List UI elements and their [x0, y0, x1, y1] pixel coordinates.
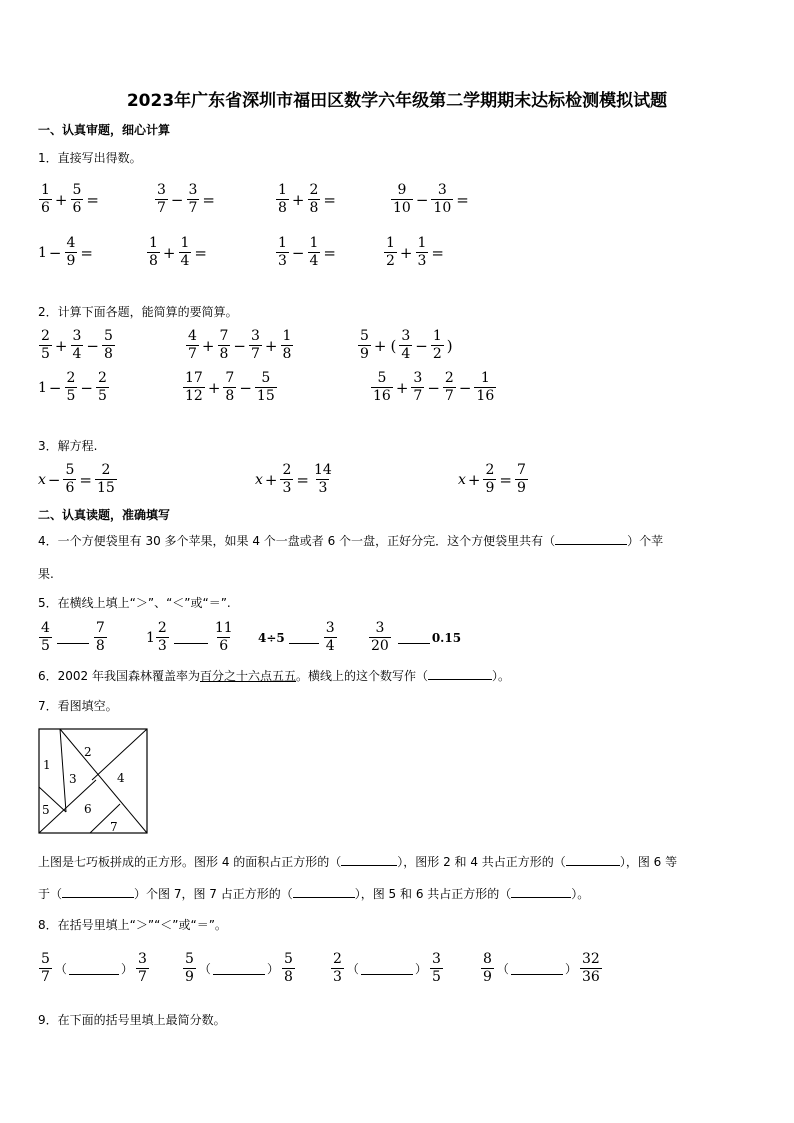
q5-compare-b: 1 $\frac{2}{3}$ $\frac{11}{6}$: [146, 620, 233, 654]
q1-expr-a: $\frac{1}{6}$ + $\frac{5}{6}$ =: [41, 182, 99, 216]
fraction: $\frac{7}{8}$: [95, 620, 105, 654]
answer-blank[interactable]: [57, 631, 89, 644]
fraction: $\frac{1}{4}$: [180, 235, 190, 269]
q1-expr-f: $\frac{1}{8}$ + $\frac{1}{4}$ =: [149, 235, 207, 269]
q2-expr-f: $\frac{5}{16}$ + $\frac{3}{7}$ − $\frac{2}{7}$ − $\frac{1}{16}$: [373, 370, 495, 404]
fraction: $\frac{3}{5}$: [431, 951, 441, 985]
q3-equation-c: x + $\frac{2}{9}$ = $\frac{7}{9}$: [458, 462, 526, 496]
fraction: $\frac{5}{8}$: [104, 328, 113, 362]
q5-compare-a: [38, 620, 108, 655]
section-2-heading: 二、认真读题，准确填写: [38, 508, 171, 522]
fraction: $\frac{2}{15}$: [96, 462, 115, 496]
fraction: $\frac{7}{8}$: [225, 370, 235, 404]
fraction: $\frac{1}{16}$: [476, 370, 495, 404]
fraction: $\frac{2}{3}$: [157, 620, 167, 654]
answer-blank[interactable]: [293, 885, 355, 898]
piece-label-6: 6: [84, 802, 92, 816]
fraction: $\frac{5}{6}$: [65, 462, 75, 496]
q8-compare-d: $\frac{8}{9}$ （ ） $\frac{32}{36}$: [483, 951, 600, 985]
q5-compare-d: $\frac{3}{20}$ 0.15: [371, 620, 462, 654]
fraction: $\frac{2}{3}$: [282, 462, 292, 496]
fraction: $\frac{3}{7}$: [188, 182, 198, 216]
fraction: $\frac{3}{7}$: [413, 370, 423, 404]
piece-label-1: 1: [43, 758, 51, 772]
underlined-term: 百分之十六点五五: [200, 669, 297, 683]
fraction: $\frac{7}{9}$: [516, 462, 526, 496]
answer-blank[interactable]: [341, 853, 397, 866]
fraction: $\frac{5}{7}$: [41, 951, 50, 985]
q2-expr-a: $\frac{2}{5}$ + $\frac{3}{4}$ − $\frac{5}{8}$: [41, 328, 113, 362]
q8-compare-b: $\frac{5}{9}$ （ ） $\frac{5}{8}$: [185, 951, 293, 985]
fraction: $\frac{1}{8}$: [282, 328, 292, 362]
q7-line-2: 于（ ）个图 7，图 7 占正方形的（ ），图 5 和 6 共占正方形的（ ）。: [38, 887, 590, 901]
fraction: $\frac{1}{3}$: [278, 235, 287, 269]
q1-expr-e: 1 − $\frac{4}{9}$ =: [38, 235, 93, 269]
answer-blank[interactable]: [428, 667, 492, 680]
page-title: 2023年广东省深圳市福田区数学六年级第二学期期末达标检测模拟试题: [126, 91, 668, 111]
fraction: $\frac{3}{4}$: [325, 620, 335, 654]
fraction: $\frac{5}{9}$: [185, 951, 194, 985]
fraction: $\frac{2}{7}$: [444, 370, 454, 404]
fraction: $\frac{7}{8}$: [219, 328, 229, 362]
piece-label-7: 7: [110, 820, 118, 834]
fraction: $\frac{3}{4}$: [401, 328, 411, 362]
q3-equation-b: x + $\frac{2}{3}$ = $\frac{14}{3}$: [255, 462, 332, 496]
q8-compare-a: $\frac{5}{7}$ （ ） $\frac{3}{7}$: [41, 951, 147, 985]
q7-label: 7．看图填空。: [38, 699, 118, 713]
fraction: $\frac{5}{9}$: [360, 328, 369, 362]
answer-blank[interactable]: [213, 962, 265, 975]
q2-expr-b: $\frac{4}{7}$ + $\frac{7}{8}$ − $\frac{3}{7}$ + $\frac{1}{8}$: [188, 328, 292, 362]
q1-expr-h: $\frac{1}{2}$ + $\frac{1}{3}$ =: [386, 235, 444, 269]
fraction: $\frac{4}{7}$: [188, 328, 197, 362]
q2-label: 2．计算下面各题，能简算的要简算。: [38, 305, 238, 319]
piece-label-3: 3: [69, 772, 77, 786]
q1-expr-b: $\frac{3}{7}$ − $\frac{3}{7}$ =: [157, 182, 215, 216]
fraction: $\frac{1}{6}$: [41, 182, 50, 216]
q5-label: 5．在横线上填上“＞”、“＜”或“＝”.: [38, 596, 231, 610]
q4-line-2: 果.: [38, 567, 54, 581]
fraction: $\frac{8}{9}$: [483, 951, 492, 985]
q9-label: 9．在下面的括号里填上最简分数。: [38, 1013, 226, 1027]
fraction: $\frac{3}{7}$: [137, 951, 147, 985]
q8-compare-c: $\frac{2}{3}$ （ ） $\frac{3}{5}$: [333, 951, 441, 985]
answer-blank[interactable]: [566, 853, 620, 866]
fraction: $\frac{3}{7}$: [251, 328, 260, 362]
fraction: $\frac{1}{3}$: [417, 235, 427, 269]
piece-label-4: 4: [117, 771, 125, 785]
fraction: $\frac{2}{5}$: [98, 370, 107, 404]
fraction: $\frac{2}{3}$: [333, 951, 342, 985]
q5-compare-c: 4÷5 $\frac{3}{4}$: [258, 620, 335, 654]
fraction: $\frac{2}{5}$: [66, 370, 76, 404]
fraction: $\frac{5}{8}$: [283, 951, 293, 985]
q1-expr-d: $\frac{9}{10}$ − $\frac{3}{10}$ =: [393, 182, 469, 216]
fraction: $\frac{4}{9}$: [66, 235, 76, 269]
q4-line-1: 4．一个方便袋里有 30 多个苹果，如果 4 个一盘或者 6 个一盘，正好分完．这个方便袋里共有（ ）个苹: [38, 534, 664, 548]
q3-equation-a: x − $\frac{5}{6}$ = $\frac{2}{15}$: [38, 462, 115, 496]
piece-label-2: 2: [84, 745, 92, 759]
fraction: $\frac{4}{5}$: [41, 620, 50, 654]
q3-label: 3．解方程.: [38, 439, 98, 453]
q2-expr-d: 1 − $\frac{2}{5}$ − $\frac{2}{5}$: [38, 370, 107, 404]
answer-blank[interactable]: [62, 885, 134, 898]
fraction: $\frac{1}{4}$: [309, 235, 319, 269]
fraction: $\frac{2}{8}$: [309, 182, 319, 216]
fraction: $\frac{32}{36}$: [581, 951, 600, 985]
fraction: $\frac{17}{12}$: [185, 370, 203, 404]
fraction: $\frac{5}{16}$: [373, 370, 391, 404]
fraction: $\frac{14}{3}$: [313, 462, 332, 496]
fraction: $\frac{2}{5}$: [41, 328, 50, 362]
fraction: $\frac{1}{8}$: [149, 235, 158, 269]
answer-blank[interactable]: [511, 962, 563, 975]
answer-blank[interactable]: [361, 962, 413, 975]
fraction: $\frac{5}{6}$: [72, 182, 82, 216]
answer-blank[interactable]: [398, 631, 430, 644]
q1-expr-g: $\frac{1}{3}$ − $\frac{1}{4}$ =: [278, 235, 336, 269]
tangram-diagram: [38, 728, 150, 836]
q8-label: 8．在括号里填上“＞”“＜”或“＝”。: [38, 918, 227, 932]
answer-blank[interactable]: [511, 885, 571, 898]
q1-label: 1．直接写出得数。: [38, 151, 142, 165]
fraction: $\frac{1}{2}$: [432, 328, 442, 362]
q1-expr-c: $\frac{1}{8}$ + $\frac{2}{8}$ =: [278, 182, 336, 216]
q2-expr-e: $\frac{17}{12}$ + $\frac{7}{8}$ − $\frac{5}{15}$: [185, 370, 275, 404]
q2-expr-c: $\frac{5}{9}$ + ( $\frac{3}{4}$ − $\frac{1}{2}$ ): [360, 328, 453, 362]
answer-blank[interactable]: [69, 962, 119, 975]
fraction: $\frac{2}{9}$: [485, 462, 495, 496]
fraction: $\frac{3}{20}$: [371, 620, 389, 654]
answer-blank[interactable]: [289, 631, 319, 644]
answer-blank[interactable]: [555, 532, 627, 545]
fraction: $\frac{3}{10}$: [433, 182, 452, 216]
fraction: $\frac{9}{10}$: [393, 182, 411, 216]
q7-line-1: 上图是七巧板拼成的正方形。图形 4 的面积占正方形的（ ），图形 2 和 4 共占正方形的（ ），图 6 等: [38, 855, 678, 869]
fraction: $\frac{3}{4}$: [72, 328, 82, 362]
section-1-heading: 一、认真审题，细心计算: [38, 123, 171, 137]
fraction: $\frac{3}{7}$: [157, 182, 166, 216]
q6-line: 6．2002 年我国森林覆盖率为百分之十六点五五。横线上的这个数写作（ ）。: [38, 669, 511, 683]
fraction: $\frac{1}{2}$: [386, 235, 395, 269]
fraction: $\frac{1}{8}$: [278, 182, 287, 216]
fraction: $\frac{11}{6}$: [214, 620, 233, 654]
answer-blank[interactable]: [174, 631, 208, 644]
piece-label-5: 5: [42, 803, 50, 817]
fraction: $\frac{5}{15}$: [256, 370, 275, 404]
